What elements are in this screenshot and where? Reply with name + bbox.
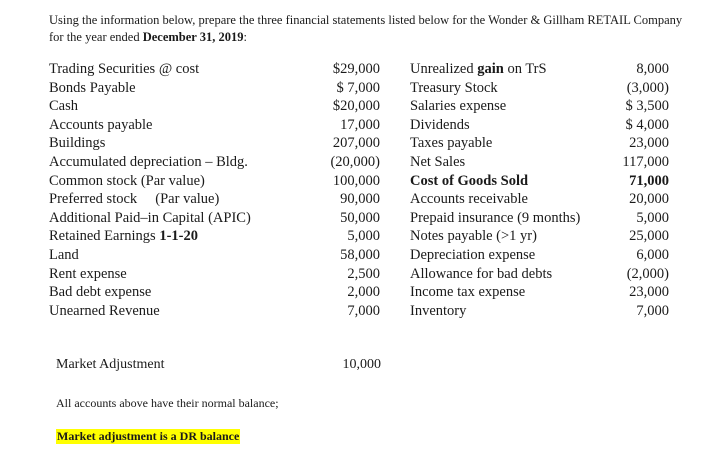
account-value: 90,000 xyxy=(340,191,380,208)
instructions-part1: Using the information below, prepare the three financial statements listed below for the Wonder & Gillham RETAIL Company for the year ended xyxy=(49,13,683,44)
account-value: 207,000 xyxy=(332,135,380,152)
instructions-text xyxy=(49,12,689,46)
account-value: 23,000 xyxy=(629,135,669,152)
highlighted-note: Market adjustment is a DR balance xyxy=(57,429,240,443)
account-label: Bonds Payable xyxy=(49,79,136,96)
account-label: Treasury Stock xyxy=(410,79,498,96)
account-value: 58,000 xyxy=(340,246,380,263)
account-label-retained-earnings xyxy=(49,227,309,246)
account-label: Preferred stock (Par value) xyxy=(49,191,220,208)
account-value: $29,000 xyxy=(332,61,380,77)
account-label: Salaries expense xyxy=(410,98,507,115)
account-value: 6,000 xyxy=(636,246,669,263)
account-value: $20,000 xyxy=(332,98,380,115)
account-label: Accumulated depreciation – Bldg. xyxy=(49,153,248,170)
account-label: Net Sales xyxy=(410,153,466,170)
account-value: 25,000 xyxy=(629,228,669,245)
account-value: 117,000 xyxy=(622,153,669,170)
instructions-part2: : xyxy=(243,30,247,44)
left-account-labels xyxy=(49,60,309,320)
account-label: Cash xyxy=(49,98,78,115)
account-label-pre: Unrealized xyxy=(410,61,478,77)
account-label-bold: gain xyxy=(477,61,504,77)
account-label: Notes payable (>1 yr) xyxy=(410,228,537,245)
account-value: (20,000) xyxy=(330,153,380,170)
account-value: 5,000 xyxy=(636,209,669,226)
account-value: 2,000 xyxy=(347,284,380,301)
account-label: Income tax expense xyxy=(410,284,526,301)
account-label: Depreciation expense xyxy=(410,246,536,263)
account-value: 7,000 xyxy=(636,302,669,319)
account-value: 5,000 xyxy=(347,228,380,245)
account-value: 100,000 xyxy=(332,172,380,189)
account-label: Land xyxy=(49,246,79,263)
account-label-date: 1-1-20 xyxy=(159,228,199,245)
market-adjustment-label: Market Adjustment xyxy=(56,357,165,372)
account-value: (2,000) xyxy=(626,265,669,282)
account-value: $ 4,000 xyxy=(625,116,669,133)
account-label: Inventory xyxy=(410,302,467,319)
account-value: 7,000 xyxy=(347,302,380,319)
account-value: 20,000 xyxy=(629,191,669,208)
account-value: $ 7,000 xyxy=(336,79,380,96)
account-value: $ 3,500 xyxy=(625,98,669,115)
account-label: Trading Securities @ cost xyxy=(49,61,200,77)
right-account-values xyxy=(600,60,669,320)
account-label: Additional Paid–in Capital (APIC) xyxy=(49,209,251,226)
account-label: Prepaid insurance (9 months) xyxy=(410,209,581,226)
normal-balance-note: All accounts above have their normal balance; xyxy=(56,396,279,410)
account-value: 50,000 xyxy=(340,209,380,226)
left-account-values xyxy=(300,60,380,320)
account-label: Dividends xyxy=(410,116,470,133)
account-label-post: on TrS xyxy=(503,61,547,77)
account-label: Unearned Revenue xyxy=(49,302,160,319)
account-value-cogs: 71,000 xyxy=(629,172,669,189)
account-value: 23,000 xyxy=(629,284,669,301)
account-label-bold: Cost of Goods Sold xyxy=(410,172,529,189)
account-label-cogs xyxy=(410,172,615,191)
instructions-date: December 31, 2019 xyxy=(142,30,244,44)
account-value: 17,000 xyxy=(340,116,380,133)
account-label: Common stock (Par value) xyxy=(49,172,205,189)
right-account-labels xyxy=(410,60,615,320)
account-label-text: Retained Earnings xyxy=(49,228,160,245)
account-label: Accounts receivable xyxy=(410,191,528,208)
account-label: Bad debt expense xyxy=(49,284,152,301)
account-value: (3,000) xyxy=(626,79,669,96)
account-label: Buildings xyxy=(49,135,106,152)
account-value: 2,500 xyxy=(347,265,380,282)
market-adjustment-value: 10,000 xyxy=(342,357,381,372)
account-label: Rent expense xyxy=(49,265,127,282)
account-value: 8,000 xyxy=(636,61,669,77)
account-label: Allowance for bad debts xyxy=(410,265,553,282)
account-label-unrealized-gain xyxy=(410,60,615,79)
account-label: Accounts payable xyxy=(49,116,153,133)
account-label: Taxes payable xyxy=(410,135,493,152)
